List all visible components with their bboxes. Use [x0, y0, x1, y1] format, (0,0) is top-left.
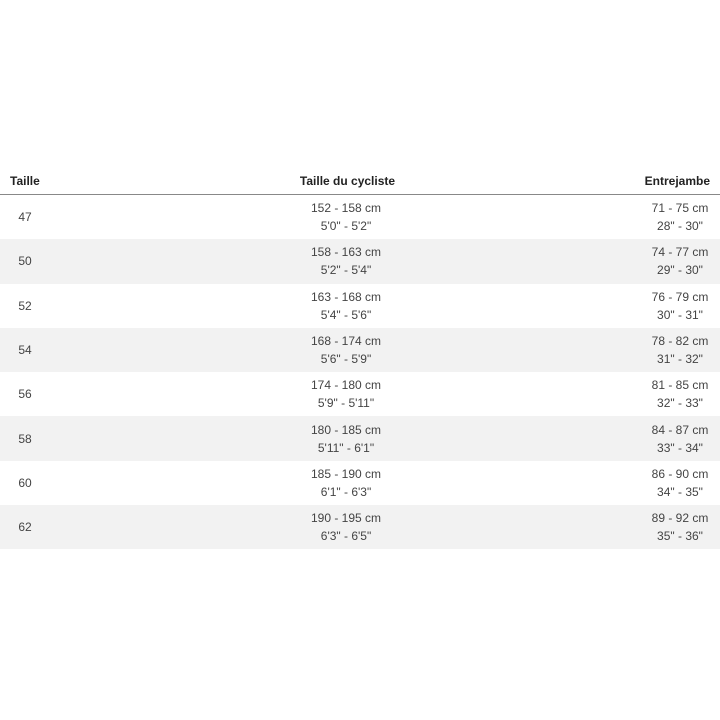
table-row: [0, 416, 720, 460]
height-cm: 190 - 195 cm: [310, 511, 382, 526]
cell-size: 52: [18, 298, 32, 313]
table-row: [0, 461, 720, 505]
inseam-cm: 89 - 92 cm: [651, 511, 709, 526]
cell-inseam: [640, 509, 720, 545]
cell-rider-height: [50, 421, 640, 457]
inseam-in: 34" - 35": [657, 484, 703, 499]
height-cm: 152 - 158 cm: [310, 201, 382, 216]
height-ft: 5'2" - 5'4": [320, 263, 372, 278]
table-row: [0, 328, 720, 372]
cell-inseam: [640, 199, 720, 235]
cell-rider-height: [50, 243, 640, 279]
height-ft: 5'0" - 5'2": [320, 219, 372, 234]
cell-rider-height: [50, 465, 640, 501]
table-row: [0, 284, 720, 328]
inseam-in: 35" - 36": [657, 529, 703, 544]
height-ft: 5'4" - 5'6": [320, 307, 372, 322]
cell-inseam: [640, 243, 720, 279]
cell-inseam: [640, 376, 720, 412]
cell-size: 50: [18, 254, 32, 269]
height-cm: 185 - 190 cm: [310, 466, 382, 481]
inseam-cm: 86 - 90 cm: [651, 466, 709, 481]
height-ft: 5'6" - 5'9": [320, 352, 372, 367]
cell-rider-height: [50, 199, 640, 235]
cell-size: 58: [18, 431, 32, 446]
inseam-cm: 76 - 79 cm: [651, 289, 709, 304]
cell-size: 62: [18, 520, 32, 535]
cell-size: 60: [18, 475, 32, 490]
inseam-cm: 71 - 75 cm: [651, 201, 709, 216]
inseam-cm: 74 - 77 cm: [651, 245, 709, 260]
cell-rider-height: [50, 288, 640, 324]
height-ft: 6'3" - 6'5": [320, 529, 372, 544]
table-header-row: [0, 168, 720, 195]
inseam-in: 33" - 34": [657, 440, 703, 455]
cell-size: 54: [18, 343, 32, 358]
height-cm: 174 - 180 cm: [310, 378, 382, 393]
cell-inseam: [640, 332, 720, 368]
size-chart-table: [0, 168, 720, 549]
table-row: [0, 195, 720, 239]
header-inseam: Entrejambe: [644, 174, 710, 188]
cell-inseam: [640, 421, 720, 457]
inseam-in: 32" - 33": [657, 396, 703, 411]
height-ft: 5'11" - 6'1": [317, 440, 375, 455]
inseam-cm: 78 - 82 cm: [651, 334, 709, 349]
height-cm: 163 - 168 cm: [310, 289, 382, 304]
table-row: [0, 505, 720, 549]
cell-rider-height: [50, 332, 640, 368]
header-rider-height: Taille du cycliste: [299, 174, 396, 188]
height-ft: 6'1" - 6'3": [320, 484, 372, 499]
inseam-in: 31" - 32": [657, 352, 703, 367]
header-size: Taille: [10, 174, 40, 188]
table-row: [0, 372, 720, 416]
cell-size: 56: [18, 387, 32, 402]
height-cm: 168 - 174 cm: [310, 334, 382, 349]
height-cm: 180 - 185 cm: [310, 422, 382, 437]
cell-inseam: [640, 465, 720, 501]
inseam-cm: 81 - 85 cm: [651, 378, 709, 393]
inseam-in: 29" - 30": [657, 263, 703, 278]
height-cm: 158 - 163 cm: [310, 245, 382, 260]
inseam-in: 28" - 30": [657, 219, 703, 234]
cell-rider-height: [50, 376, 640, 412]
height-ft: 5'9" - 5'11": [317, 396, 375, 411]
inseam-cm: 84 - 87 cm: [651, 422, 709, 437]
inseam-in: 30" - 31": [657, 307, 703, 322]
cell-rider-height: [50, 509, 640, 545]
cell-inseam: [640, 288, 720, 324]
cell-size: 47: [18, 210, 32, 225]
table-row: [0, 239, 720, 283]
